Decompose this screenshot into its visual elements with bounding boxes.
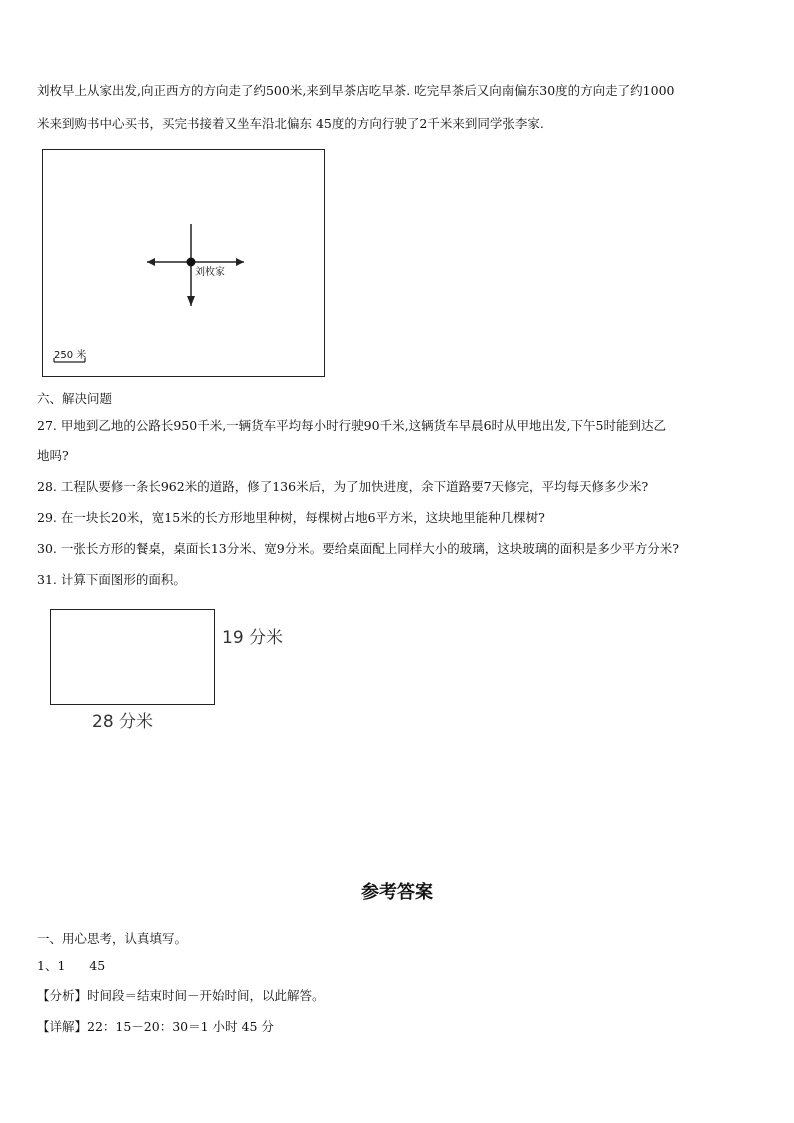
section-6-title: 六、解决问题: [37, 391, 113, 406]
intro-line-2: 米来到购书中心买书，买完书接着又坐车沿北偏东 45度的方向行驶了2千米来到同学张李家.: [37, 116, 544, 131]
west-arrow-icon: [147, 258, 155, 266]
compass-cross: [43, 150, 326, 378]
answer-1-detail: 【详解】22：15－20：30＝1 小时 45 分: [37, 1019, 274, 1034]
question-27-line-1: 27. 甲地到乙地的公路长950千米,一辆货车平均每小时行驶90千米,这辆货车早晨6时从甲地出发,下午5时能到达乙: [37, 418, 666, 433]
answer-part-1-title: 一、用心思考，认真填写。: [37, 931, 188, 946]
east-arrow-icon: [236, 258, 244, 266]
rectangle-figure: [50, 609, 215, 705]
scale-label: 250 米: [54, 350, 87, 361]
direction-map: [42, 149, 325, 377]
question-31: 31. 计算下面图形的面积。: [37, 572, 186, 587]
home-label: 刘枚家: [195, 267, 225, 278]
answer-key-title: 参考答案: [361, 882, 433, 903]
question-27-line-2: 地吗?: [37, 448, 69, 463]
answer-1-analysis: 【分析】时间段＝结束时间－开始时间，以此解答。: [37, 988, 325, 1003]
intro-line-1: 刘枚早上从家出发,向正西方的方向走了约500米,来到早茶店吃早茶. 吃完早茶后又向南偏东30度的方向走了约1000: [37, 83, 675, 98]
question-28: 28. 工程队要修一条长962米的道路，修了136米后，为了加快进度，余下道路要7天修完，平均每天修多少米?: [37, 479, 649, 494]
south-arrow-icon: [187, 296, 195, 306]
answer-1: 1、1 45: [37, 958, 106, 973]
question-30: 30. 一张长方形的餐桌，桌面长13分米、宽9分米。要给桌面配上同样大小的玻璃，这块玻璃的面积是多少平方分米?: [37, 541, 679, 556]
rectangle-length-label: 28 分米: [92, 712, 154, 732]
question-29: 29. 在一块长20米，宽15米的长方形地里种树，每棵树占地6平方米，这块地里能种几棵树?: [37, 510, 545, 525]
rectangle-width-label: 19 分米: [222, 628, 284, 648]
